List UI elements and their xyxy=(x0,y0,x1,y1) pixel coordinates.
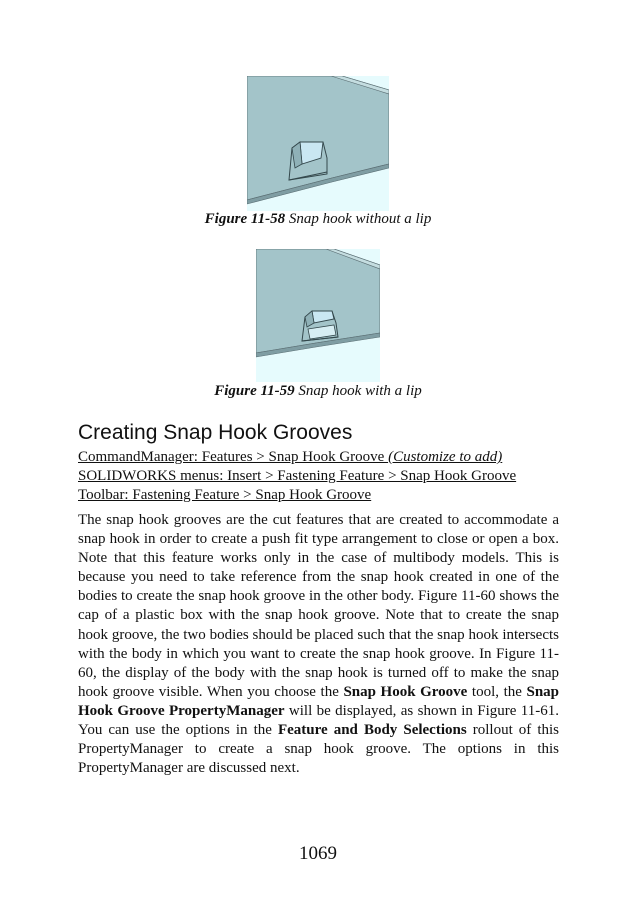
snap-hook-with-lip-drawing xyxy=(256,249,380,382)
menu-line-commandmanager-text: CommandManager: Features > Snap Hook Groove xyxy=(78,449,389,465)
figure-11-58-image xyxy=(247,76,389,211)
menu-line-customize-note: (Customize to add) xyxy=(388,449,503,465)
figure-11-59-number: Figure 11-59 xyxy=(214,383,295,399)
menu-line-toolbar: Toolbar: Fastening Feature > Snap Hook Groove xyxy=(78,487,372,503)
figure-11-58-caption xyxy=(0,211,636,228)
body-text-part-2: tool, the xyxy=(467,683,527,700)
figure-11-58-caption-text: Snap hook without a lip xyxy=(288,211,432,227)
figure-11-58-number: Figure 11-58 xyxy=(204,211,286,227)
body-text-part-1: The snap hook grooves are the cut features that are created to accommodate a snap hook in order to create a push fit type arrangement to close or open a box. Note that this feature works only in the case of multibody models. This is because you need to take reference from the snap hook created in one of the bodies to create the snap hook groove in the other body. Figure 11-60 shows the cap of a plastic box with the snap hook groove. Note that to create the snap hook groove, the two bodies should be placed such that the snap hook intersects with the body in which you want to create the snap hook groove. In Figure 11-60, the display of the body with the snap hook is turned off to make the snap hook groove visible. When you choose the xyxy=(78,512,559,700)
figure-11-59-image xyxy=(256,249,380,382)
body-bold-feature-body-selections: Feature and Body Selections xyxy=(277,722,467,739)
body-bold-propertymanager: Snap Hook Groove PropertyManager xyxy=(78,683,560,719)
body-text-part-4: rollout of this PropertyManager to create a snap hook groove. The options in this PropertyManager are discussed next. xyxy=(78,722,559,777)
figure-11-59-caption xyxy=(0,383,636,400)
figure-11-59-caption-text: Snap hook with a lip xyxy=(298,383,422,399)
body-bold-snap-hook-groove: Snap Hook Groove xyxy=(343,683,468,700)
menu-line-commandmanager xyxy=(78,449,502,466)
page-number: 1069 xyxy=(299,843,337,864)
body-paragraph xyxy=(78,511,559,778)
body-text-part-3: will be displayed, as shown in Figure 11-61. You can use the options in the xyxy=(78,702,559,739)
snap-hook-without-lip-drawing xyxy=(247,76,389,211)
section-heading: Creating Snap Hook Grooves xyxy=(78,421,353,444)
menu-line-solidworks-menus: SOLIDWORKS menus: Insert > Fastening Feature > Snap Hook Groove xyxy=(78,468,517,484)
